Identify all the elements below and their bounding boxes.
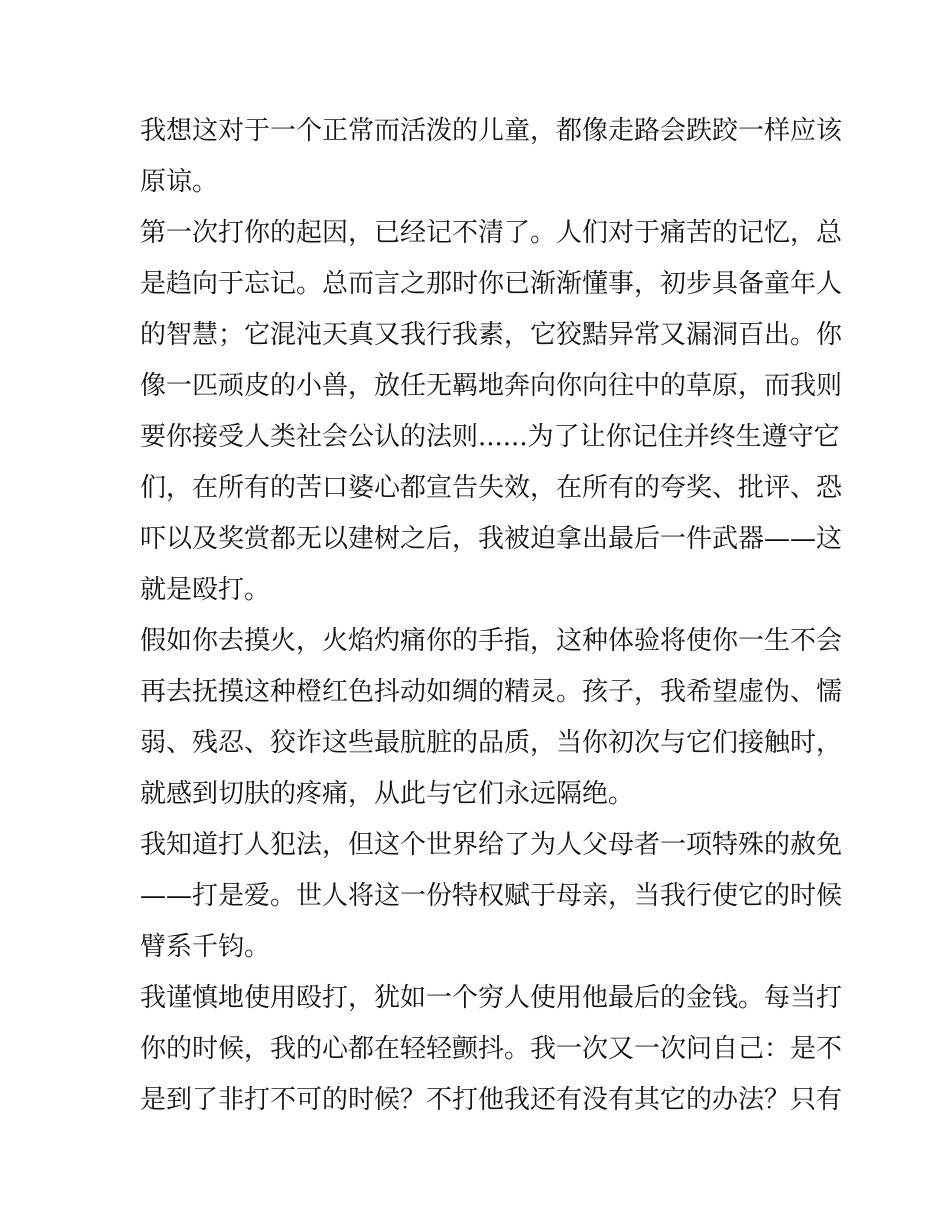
text-line: 你的时候，我的心都在轻轻颤抖。我一次又一次问自己：是不	[140, 1034, 843, 1064]
body-text	[140, 106, 843, 1126]
text-line: 原谅。	[140, 167, 219, 197]
text-line: 第一次打你的起因，已经记不清了。人们对于痛苦的记忆，总	[140, 218, 843, 248]
text-line: 要你接受人类社会公认的法则......为了让你记住并终生遵守它	[140, 422, 840, 452]
text-line: 我想这对于一个正常而活泼的儿童，都像走路会跌跤一样应该	[140, 116, 843, 146]
text-line: 我谨慎地使用殴打，犹如一个穷人使用他最后的金钱。每当打	[140, 983, 843, 1013]
text-line: 们，在所有的苦口婆心都宣告失效，在所有的夸奖、批评、恐	[140, 473, 843, 503]
text-line: 就是殴打。	[140, 575, 271, 605]
text-line: ——打是爱。世人将这一份特权赋于母亲，当我行使它的时候	[140, 881, 843, 911]
text-line: 假如你去摸火，火焰灼痛你的手指，这种体验将使你一生不会	[140, 626, 843, 656]
text-line: 弱、残忍、狡诈这些最肮脏的品质，当你初次与它们接触时，	[140, 728, 843, 758]
text-line: 是到了非打不可的时候？不打他我还有没有其它的办法？只有	[140, 1085, 843, 1115]
text-line: 臂系千钧。	[140, 932, 271, 962]
text-line: 我知道打人犯法，但这个世界给了为人父母者一项特殊的赦免	[140, 830, 843, 860]
text-line: 是趋向于忘记。总而言之那时你已渐渐懂事，初步具备童年人	[140, 269, 843, 299]
text-line: 像一匹顽皮的小兽，放任无羁地奔向你向往中的草原，而我则	[140, 371, 843, 401]
text-line: 就感到切肤的疼痛，从此与它们永远隔绝。	[140, 779, 635, 809]
text-line: 再去抚摸这种橙红色抖动如绸的精灵。孩子，我希望虚伪、懦	[140, 677, 843, 707]
text-line: 的智慧；它混沌天真又我行我素，它狡黠异常又漏洞百出。你	[140, 320, 843, 350]
text-line: 吓以及奖赏都无以建树之后，我被迫拿出最后一件武器——这	[140, 524, 843, 554]
